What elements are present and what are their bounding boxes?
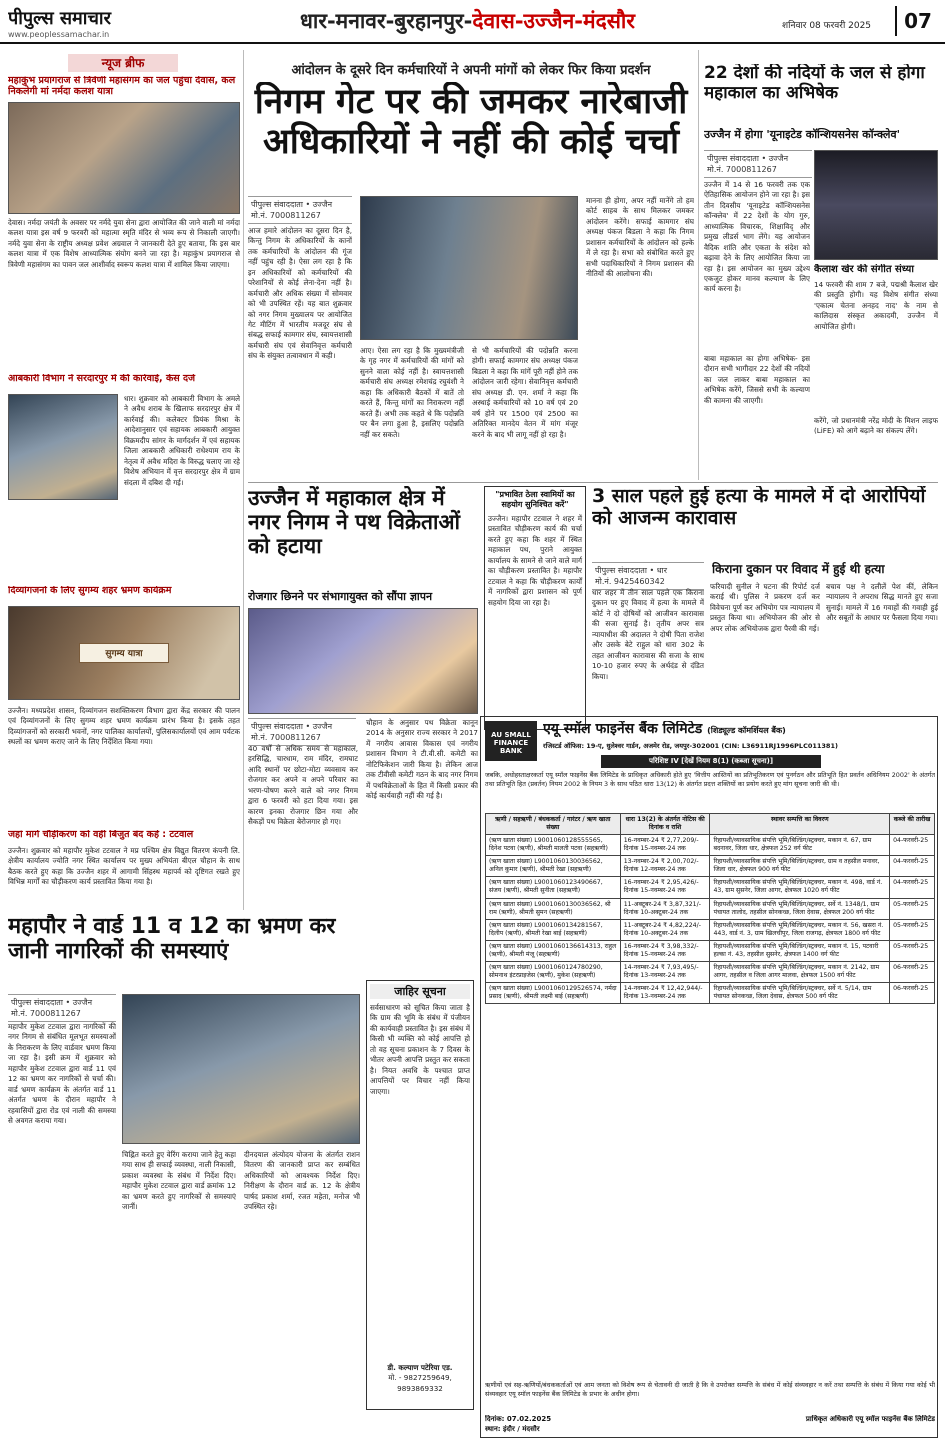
abhishek-body-2: बाबा महाकाल का होगा अभिषेक- इस दौरान सभी भागीदार 22 देशों की नदियों का जल लाकर बाबा महाकाल का अभिषेक करेंगे, जिससे सभी के कल्याण की कामना की जाएगी। — [704, 354, 810, 405]
table-cell: 14-नवम्बर-24 ₹ 7,93,495/- दिनांक 13-नवम्बर-24 तक — [620, 961, 710, 982]
lead-kicker: आंदोलन के दूसरे दिन कर्मचारियों ने अपनी मांगों को लेकर फिर किया प्रदर्शन — [291, 63, 651, 78]
table-cell: (ऋण खाता संख्या) L9001060124780290, सोमनाथ इंटरप्राइजेस (ऋणी), मुकेश (सहऋणी) — [486, 961, 621, 982]
verdict-body-2: फरियादी सुनील ने घटना की रिपोर्ट दर्ज कराई थी। पुलिस ने प्रकरण दर्ज कर विवेचना पूर्ण कर अभियोग पत्र न्यायालय में प्रस्तुत किया था। अभियोजन की ओर से अपर लोक अभियोजक द्वारा पैरवी की गई। — [710, 582, 820, 633]
table-cell: रिहायशी/व्यावसायिक संपत्ति भूमि/बिल्डिंग/स्ट्रक्चर, सर्वे नं. 1348/1, ग्राम पंचायत तालोद, तहसील सोनकच्छ, जिला देवास, क्षेत्रफल 200 वर्ग फीट — [710, 898, 890, 919]
public-notice-title: जाहिर सूचना — [370, 984, 470, 999]
abhishek-subhead: उज्जैन में होगा 'यूनाइटेड कॉन्शियसनेस कॉन्क्लेव' — [704, 128, 900, 141]
region-title: धार-मनावर-बुरहानपुर-देवास-उज्जैन-मंदसौर — [300, 9, 635, 33]
table-cell: 04-फरवरी-25 — [890, 835, 935, 856]
table-cell: (ऋण खाता संख्या) L9001060134281567, दिलीप (ऋणी), श्रीमती रेखा बाई (सहऋणी) — [486, 919, 621, 940]
bank-signatory: प्राधिकृत अधिकारी एयू स्मॉल फाइनेंस बैंक लिमिटेड — [805, 1415, 935, 1423]
mayor-body-3: दीनदयाल अंत्योदय योजना के अंतर्गत राशन वितरण की जानकारी प्राप्त कर सम्बंधित अधिकारियों को आवश्यक निर्देश दिए। निरीक्षण के दौरान वार्ड क्र. 12 के क्षेत्रीय पार्षद प्रकाश शर्मा, रजत महेता, मनोज भी उपस्थित रहे। — [244, 1150, 360, 1212]
bank-appendix: परिशिष्ट IV [देखें नियम 8(1) (कब्जा सूचना)] — [601, 755, 821, 768]
vendors-quote-box — [484, 486, 586, 730]
table-cell: रिहायशी/व्यावसायिक संपत्ति भूमि/बिल्डिंग/स्ट्रक्चर, मकान नं. 56, खसरा नं. 443, वार्ड नं. 3, ग्राम खिलचीपुर, जिला राजगढ़, क्षेत्रफल 1800 वर्ग फीट — [710, 919, 890, 940]
table-cell: 06-फरवरी-25 — [890, 961, 935, 982]
table-header-borrower: ऋणी / सहऋणी / बंधककर्ता / गारंटर / ऋण खाता संख्या — [486, 814, 621, 835]
lead-story — [248, 50, 694, 480]
table-header-property: स्थावर सम्पत्ति का विवरण — [710, 814, 890, 835]
table-cell: रिहायशी/व्यावसायिक संपत्ति भूमि/बिल्डिंग/स्ट्रक्चर, मकान नं. 2142, ग्राम आगर, तहसील व जिला आगर मालवा, क्षेत्रफल 1500 वर्ग फीट — [710, 961, 890, 982]
table-cell: 16-नवम्बर-24 ₹ 2,77,209/- दिनांक 15-नवम्बर-24 तक — [620, 835, 710, 856]
table-cell: 11-अक्टूबर-24 ₹ 4,82,224/- दिनांक 10-अक्टूबर-24 तक — [620, 919, 710, 940]
abhishek-byline: पीपुल्स संवाददाता • उज्जैन मो.नं. 7000811267 — [704, 150, 812, 178]
table-header-possession-date: कब्जे की तारीख — [890, 814, 935, 835]
bank-date: दिनांक: 07.02.2025 — [485, 1415, 552, 1423]
brief-story-2-headline[interactable]: आबकारी विभाग ने सरदारपुर में की कार्रवाई, केस दर्ज — [8, 374, 196, 384]
table-cell: रिहायशी/व्यावसायिक संपत्ति भूमि/बिल्डिंग/स्ट्रक्चर, मकान नं. 498, वार्ड नं. 43, ग्राम सुसनेर, जिला आगर, क्षेत्रफल 1020 वर्ग फीट — [710, 877, 890, 898]
table-cell: 04-फरवरी-25 — [890, 877, 935, 898]
table-cell: 16-नवम्बर-24 ₹ 2,95,426/- दिनांक 15-नवम्बर-24 तक — [620, 877, 710, 898]
mayor-body-1: महापौर मुकेश टटवाल द्वारा नागरिकों की नगर निगम से संबंधित मूलभूत समस्याओं के निराकरण के लिए वार्डवार भ्रमण किया जा रहा है। इसी क्रम में शुक्रवार को महापौर मुकेश टटवाल द्वारा वार्ड 11 एवं 12 का भ्रमण कर नागरिकों से चर्चा की। वार्ड भ्रमण कार्यक्रम के अंतर्गत वार्ड 11 अंतर्गत भ्रमण के दौरान महापौर ने रहवासियों द्वारा रोड एवं नाली की समस्या से अवगत कराया गया। — [8, 1022, 116, 1125]
verdict-story — [592, 486, 938, 712]
verdict-body-3: बचाव पक्ष ने दलीलें पेश कीं, लेकिन न्यायालय ने अपराध सिद्ध मानते हुए सजा सुनाई। मामले में 16 गवाहों की गवाही हुई और सबूतों के आधार पर फैसला दिया गया। — [826, 582, 938, 623]
vendors-memorandum-photo — [248, 608, 478, 714]
banner-sign: सुगम्य यात्रा — [79, 643, 169, 663]
abhishek-body-1: उज्जैन में 14 से 16 फरवरी तक एक ऐतिहासिक आयोजन होने जा रहा है। इस तीन दिवसीय 'यूनाइटेड कॉन्शियसनेस कॉन्क्लेव' में 22 देशों के योग गुरु, आध्यात्मिक विचारक, शिक्षाविद् और प्रमुख लीडर्स भाग लेंगे। यह आयोजन वैदिक शांति और एकता के संदेश को बढ़ावा देने के लिए आयोजित किया जा रहा है। इस आयोजन का मुख्य उद्देश्य एकजुट होकर मानव कल्याण के लिए कार्य करना है। — [704, 180, 810, 294]
bank-possession-notice — [480, 716, 938, 1438]
mayor-body-2: चिह्नित करते हुए वेरिंग कराया जाने हेतु कहा गया साथ ही सफाई व्यवस्था, नाली निकासी, प्रकाश व्यवस्था के संबंध में निर्देश दिए। महापौर मुकेश टटवाल द्वारा वार्ड क्रमांक 12 का भ्रमण करते हुए नागरिकों से समस्याएं जानीं। — [122, 1150, 236, 1212]
table-row — [486, 961, 935, 982]
table-cell: 13-नवम्बर-24 ₹ 2,00,702/- दिनांक 12-नवम्बर-24 तक — [620, 856, 710, 877]
table-cell: 05-फरवरी-25 — [890, 940, 935, 961]
masthead — [0, 0, 945, 44]
brief-story-4-body: उज्जैन। शुक्रवार को महापौर मुकेश टटवाल ने मप्र पश्चिम क्षेत्र विद्युत वितरण कंपनी लि. क्षेत्रीय कार्यालय ज्योति नगर स्थित कार्यालय पर मुख्य अभियंता बीएल चौहान के साथ बैठक करते हुए कहा कि उज्जैन शहर में आगामी सिंहस्थ महापर्व को दृष्टिगत रखते हुए विभिन्न मार्गों का चौड़ीकरण कार्य प्रस्तावित किया गया है। — [8, 846, 240, 887]
newspaper-logo[interactable]: पीपुल्स समाचार — [8, 8, 111, 29]
bank-possession-table — [485, 813, 935, 1004]
news-brief-tag: न्यूज ब्रीफ — [68, 54, 178, 72]
brief-story-1-headline[interactable]: महाकुंभ प्रयागराज से त्रिवेणी महासंगम का जल पहुंचा देवास, कल निकलेगी मां नर्मदा कलश यात्रा — [8, 76, 236, 97]
table-cell: (ऋण खाता संख्या) L9001060130036562, अनिल कुमार (ऋणी), श्रीमती रेखा (सहऋणी) — [486, 856, 621, 877]
issue-date: शनिवार 08 फरवरी 2025 — [782, 21, 872, 31]
bank-logo: AU SMALL FINANCE BANK — [485, 721, 537, 761]
table-row — [486, 898, 935, 919]
page-number: 07 — [895, 6, 939, 36]
column-divider — [243, 50, 244, 910]
verdict-byline: पीपुल्स संवाददाता • धार मो.नं. 9425460342 — [592, 562, 704, 590]
abhishek-body-3: करेंगे, जो प्रधानमंत्री नरेंद्र मोदी के मिशन लाइफ (LiFE) को आगे बढ़ाने का संकल्प लेंगे। — [814, 416, 938, 436]
table-cell: 04-फरवरी-25 — [890, 856, 935, 877]
column-divider — [698, 50, 699, 480]
brief-story-3-headline[interactable]: दिव्यांगजनों के लिए सुगम्य शहर भ्रमण कार्यक्रम — [8, 586, 172, 596]
vendors-quote-body: उज्जैन। महापौर टटवाल ने शहर में प्रस्तावित चौड़ीकरण कार्य की चर्चा करते हुए कहा कि शहर में स्थित महाकाल पथ, पुराने आयुक्त कार्यालय के सामने से जाने वाले मार्ग का चौड़ीकरण प्रस्तावित है। महापौर टटवाल ने कहा कि चौड़ीकरण कार्यों में नागरिकों द्वारा प्रशासन को पूर्ण सहयोग दिया जा रहा है। — [488, 514, 582, 607]
table-cell: 14-नवम्बर-24 ₹ 12,42,944/- दिनांक 13-नवम्बर-24 तक — [620, 983, 710, 1004]
brief-story-4-headline[interactable]: जहां मार्ग चौड़ीकरण को वहीं बिजुत बंद कहें : टटवाल — [8, 830, 194, 840]
vendors-headline[interactable]: उज्जैन में महाकाल क्षेत्र में नगर निगम ने पथ विक्रेताओं को हटाया — [248, 486, 460, 559]
public-notice-sign: डी. कल्याण पटेरिया एड. — [387, 1363, 453, 1372]
abhishek-caption-title: कैलाश खेर की संगीत संध्या — [814, 264, 914, 275]
verdict-headline[interactable]: 3 साल पहले हुई हत्या के मामले में दो आरोपियों को आजन्म कारावास — [592, 486, 926, 529]
bank-table-wrap — [485, 813, 935, 1379]
table-cell: 06-फरवरी-25 — [890, 983, 935, 1004]
public-notice — [366, 980, 474, 1410]
mayor-byline: पीपुल्स संवाददाता • उज्जैन मो.नं. 7000811267 — [8, 994, 116, 1022]
verdict-body-1: धार शहर में तीन साल पहले एक किराना दुकान पर हुए विवाद में हत्या के मामले में कोर्ट ने दो दोषियों को आजीवन कारावास की सजा सुनाई है। तृतीय अपर सत्र न्यायाधीश की अदालत ने दोषी पिता राजेश और उसके बेटे राहुल को धारा 302 के तहत आजीवन कारावास की सजा के साथ 10-10 हजार रुपए के अर्थदंड से दंडित किया। — [592, 588, 704, 681]
table-cell: (ऋण खाता संख्या) L9001060136614313, राहुल (ऋणी), श्रीमती मंजू (सहऋणी) — [486, 940, 621, 961]
verdict-subhead: किराना दुकान पर विवाद में हुई थी हत्या — [712, 562, 885, 576]
abhishek-headline[interactable]: 22 देशों की नदियों के जल से होगा महाकाल का अभिषेक — [704, 64, 925, 103]
horizontal-rule — [248, 482, 938, 483]
bank-title: एयू स्मॉल फाइनेंस बैंक लिमिटेड (शिड्यूल्ड कॉमर्शियल बैंक) — [543, 721, 786, 737]
abhishek-mahakal-photo — [814, 150, 938, 260]
public-notice-body: सर्वसाधारण को सूचित किया जाता है कि ग्राम की भूमि के संबंध में पंजीयन की कार्यवाही प्रस्तावित है। इस संबंध में किसी भी व्यक्ति को कोई आपत्ति हो तो वह सूचना प्रकाशन के 7 दिवस के भीतर अपनी आपत्ति प्रस्तुत कर सकता है। नियत अवधि के पश्चात प्राप्त आपत्तियों पर विचार नहीं किया जाएगा। — [370, 1003, 470, 1096]
table-cell: 11-अक्टूबर-24 ₹ 3,87,321/- दिनांक 10-अक्टूबर-24 तक — [620, 898, 710, 919]
lead-body-col-4: मानना ही होगा, अपर नहीं मानेंगे तो हम कोर्ट साहब के साथ मिलकर जमकर आंदोलन करेंगे। सफाई कामगार संघ अध्यक्ष पंकज बिडला ने कहा कि निगम प्रशासन कर्मचारियों के आंदोलन को हल्के में ले रहा है। सभा को संबोधित करते हुए सभी पदाधिकारियों ने निगम प्रशासन की नीतियों की आलोचना की। — [586, 196, 694, 279]
table-cell: (ऋण खाता संख्या) L9001060123490667, संजय (ऋणी), श्रीमती सुनीता (सहऋणी) — [486, 877, 621, 898]
lead-headline[interactable]: निगम गेट पर की जमकर नारेबाजी अधिकारियों ने नहीं की कोई चर्चा — [254, 82, 688, 163]
table-header-notice: धारा 13(2) के अंतर्गत नोटिस की दिनांक व राशि — [620, 814, 710, 835]
abhishek-caption-body: 14 फरवरी की शाम 7 बजे, पद्मश्री कैलाश खेर की प्रस्तुति होगी। यह विशेष संगीत संध्या 'एकात्म चेतना अनहद नाद' के नाम से कालिदास संस्कृत अकादमी, उज्जैन में आयोजित होगी। — [814, 280, 938, 331]
brief-story-1-body: देवास। नर्मदा जयंती के अवसर पर नर्मदे युवा सेना द्वारा आयोजित की जाने वाली मां नर्मदा कलश यात्रा इस वर्ष 9 फरवरी को महात्मा स्मृति मंदिर से भव्य रूप से निकाली जाएगी। नर्मदे युवा सेना के राष्ट्रीय अध्यक्ष प्रवेश अग्रवाल ने जानकारी देते हुए बताया, कि इस बार कलश यात्रा में एक विशेष आध्यात्मिक संयोग बनने जा रहा है। महाकुंभ प्रयागराज से त्रिवेणी महासंगम का पावन जल आशीर्वाद स्वरूप कलश यात्रा में शामिल किया जाएगा। — [8, 218, 240, 269]
brief-story-2-body: धार। शुक्रवार को आबकारी विभाग के अमले ने अवैध शराब के खिलाफ सरदारपुर क्षेत्र में कार्रवाई की। कलेक्टर प्रियंक मिश्रा के आदेशानुसार एवं सहायक आबकारी आयुक्त विक्रमदीप सांगर के मार्गदर्शन में एवं सहायक जिला आबकारी अधिकारी राधेश्याम राय के नेतृत्व में अवैध मदिरा के विरुद्ध चलाए जा रहे विशेष अभियान में वृत्त सरदारपुर क्षेत्र में ग्राम संदला में दबिश दी गई। — [124, 394, 240, 487]
lead-body-col-1: आज हमारे आंदोलन का दूसरा दिन है, किन्तु निगम के अधिकारियों के कानों तक कर्मचारियों के आंदोलन की गूंज नहीं पहुंच रही है। ऐसा लग रहा है कि इन अधिकारियों को कर्मचारियों की परेशानियों से कोई लेना-देना नहीं है। कर्मचारी और अधिक संख्या में सोमवार को भी उपस्थित रहें। यह बात शुक्रवार को नगर निगम मुख्यालय पर आयोजित गेट मीटिंग में भारतीय मजदूर संघ से संबद्ध सफाई कामगार संघ, स्वायत्तशासी कर्मचारी संघ एवं सेवानिवृत्त कर्मचारी संघ के संयुक्त तत्वावधान में कही। — [248, 226, 352, 361]
abhishek-story — [704, 50, 938, 480]
mayor-headline[interactable]: महापौर ने वार्ड 11 व 12 का भ्रमण कर जानी नागरिकों की समस्याएं — [8, 914, 336, 965]
table-row — [486, 940, 935, 961]
vendors-subhead: रोजगार छिनने पर संभागायुक्त को सौंपा ज्ञापन — [248, 590, 433, 603]
website-url[interactable]: www.peoplessamachar.in — [8, 30, 110, 39]
lead-body-col-3: से भी कर्मचारियों की पदोन्नति करना होगी। सफाई कामगार संघ अध्यक्ष पंकज बिडला ने कहा कि मांगें पूरी नहीं होने तक आंदोलन जारी रहेगा। सेवानिवृत्त कर्मचारी संघ अध्यक्ष डी. एन. शर्मा ने कहा कि अस्थाई कर्मचारियों को 10 वर्ष एवं 20 वर्ष होने पर 1500 एवं 2500 का अतिरिक्त मानदेय वेतन में मांग मंजूर करने के बाद भी लागू नहीं हो रहा है। — [472, 346, 578, 439]
table-cell: (ऋण खाता संख्या) L9001060128555565, दिनेश पटवा (ऋणी), श्रीमती मालती पटवा (सहऋणी) — [486, 835, 621, 856]
vendors-quote-title: "प्रभावित ठेला स्वामियों का सहयोग सुनिश्चित करें" — [495, 490, 575, 509]
lead-body-col-2: आए। ऐसा लग रहा है कि मुख्यमंत्रीजी के गृह नगर में कर्मचारियों की मांगों को सुनने वाला कोई नहीं है। स्वायत्तशासी कर्मचारी संघ अध्यक्ष रमेशचंद्र रघुवंशी ने कहा कि अधिकारी बैठकों में बातें तो करते हैं, किन्तु मांगों का निराकरण नहीं करते हैं। अभी तक कहते थे कि पदोन्नति पर बैन लगा हुआ है, इसलिए पदोन्नति नहीं कर सकते। — [360, 346, 464, 439]
bank-intro: जबकि, अधोहस्ताक्षरकर्ता एयू स्मॉल फाइनेंस बैंक लिमिटेड के प्राधिकृत अधिकारी होते हुए 'वित्तीय आस्तियों का प्रतिभूतिकरण एवं पुनर्गठन और प्रतिभूति हित प्रवर्तन अधिनियम 2002' के अंतर्गत तथा प्रतिभूति हित (प्रवर्तन) नियम 2002 के नियम 3 के साथ पठित धारा 13(12) के अंतर्गत प्रदत्त शक्तियों का प्रयोग करते हुए मांग सूचना जारी की थी। — [485, 771, 935, 789]
brief-story-3-photo — [8, 606, 240, 700]
brief-story-3-body: उज्जैन। मध्यप्रदेश शासन, दिव्यांगजन सशक्तिकरण विभाग द्वारा केंद्र सरकार की पालन एवं दिव्यांगजनों के लिए सुगम्य शहर भ्रमण कार्यक्रम प्रारंभ किया है। इसके तहत दिव्यांगजनों को सरकारी भवनों, नगर पालिका कार्यालयों, पुलिसकार्यालयों एवं आम पर्यटक स्थलों का भ्रमण कराए जाने के लिए निर्देशित किया गया। — [8, 706, 240, 747]
table-cell: 05-फरवरी-25 — [890, 898, 935, 919]
lead-byline: पीपुल्स संवाददाता • उज्जैन मो.नं. 7000811267 — [248, 196, 352, 224]
table-cell: (ऋण खाता संख्या) L9001060129526574, नर्मदा प्रसाद (ऋणी), श्रीमती लक्ष्मी बाई (सहऋणी) — [486, 983, 621, 1004]
table-row — [486, 835, 935, 856]
lead-protest-photo — [360, 196, 578, 340]
table-cell: रिहायशी/व्यावसायिक संपत्ति भूमि/बिल्डिंग/स्ट्रक्चर, सर्वे नं. 5/14, ग्राम पंचायत सोनकच्छ, जिला देवास, क्षेत्रफल 500 वर्ग फीट — [710, 983, 890, 1004]
table-row — [486, 919, 935, 940]
mayor-visit-photo — [122, 994, 360, 1144]
table-cell: 05-फरवरी-25 — [890, 919, 935, 940]
table-cell: रिहायशी/व्यावसायिक संपत्ति भूमि/बिल्डिंग/स्ट्रक्चर, मकान नं. 67, ग्राम बदनावर, जिला धार, क्षेत्रफल 252 वर्ग फीट — [710, 835, 890, 856]
brief-story-2-photo — [8, 394, 118, 500]
vendors-byline: पीपुल्स संवाददाता • उज्जैन मो.नं. 7000811267 — [248, 718, 356, 746]
table-row — [486, 877, 935, 898]
vendors-body-1: 40 वर्षों से अधिक समय से महाकाल, हरसिद्धि, चारधाम, राम मंदिर, रामघाट आदि स्थानों पर छोटा-मोटा व्यवसाय कर रोजगार कर अपने व अपने परिवार का भरण-पोषण करने वाले को नगर निगम द्वारा 6 फरवरी को हटा दिया गया। इस कारण इनका रोजगार छिन गया और सैकड़ों पथ विक्रेता बेरोजगार हो गए। — [248, 744, 358, 827]
table-cell: (ऋण खाता संख्या) L9001060130036562, श्री राम (ऋणी), श्रीमती सुमन (सहऋणी) — [486, 898, 621, 919]
table-cell: रिहायशी/व्यावसायिक संपत्ति भूमि/बिल्डिंग/स्ट्रक्चर, मकान नं. 15, पटवारी हल्का नं. 43, तहसील सुसनेर, क्षेत्रफल 1400 वर्ग फीट — [710, 940, 890, 961]
table-cell: रिहायशी/व्यावसायिक संपत्ति भूमि/बिल्डिंग/स्ट्रक्चर, ग्राम व तहसील मनावर, जिला धार, क्षेत्रफल 900 वर्ग फीट — [710, 856, 890, 877]
public-notice-contact: मो. - 9827259649, 9893869332 — [388, 1373, 452, 1393]
news-brief-column — [8, 50, 240, 910]
table-cell: 16-नवम्बर-24 ₹ 3,98,332/- दिनांक 15-नवम्बर-24 तक — [620, 940, 710, 961]
bank-footer: ऋणीयों एवं सह-ऋणियों/बंधककर्ताओं एवं आम जनता को विशेष रूप से चेतावनी दी जाती है कि वे उपरोक्त सम्पत्ति के संबंध में कोई संव्यवहार न करें तथा सम्पत्ति के संबंध में किया गया कोई भी संव्यवहार एयू स्मॉल फाइनेंस बैंक लिमिटेड के प्रभार के अधीन होगा। — [485, 1381, 935, 1399]
mayor-story — [8, 914, 360, 1440]
vendors-body-2: चौहान के अनुसार पथ विक्रेता कानून 2014 के अनुसार राज्य सरकार ने 2017 में नगरीय आवास विकास एवं नगरीय प्रशासन विभाग ने टी.वी.सी. कमेटी का नोटिफिकेशन जारी किया है। लेकिन आज तक टीवीसी कमेटी गठन के बाद नगर निगम में पथविक्रेताओं के हित में किसी प्रकार की कोई कार्यवाही नहीं की गई है। — [366, 718, 478, 801]
table-row — [486, 983, 935, 1004]
brief-story-1-photo — [8, 102, 240, 214]
bank-place: स्थान: इंदौर / मंदसौर — [485, 1425, 540, 1433]
table-row — [486, 856, 935, 877]
bank-address: रजिस्टर्ड ऑफिस: 19-ए, धुलेश्वर गार्डन, अजमेर रोड, जयपुर-302001 (CIN: L36911RJ1996PLC011381) — [543, 742, 838, 750]
